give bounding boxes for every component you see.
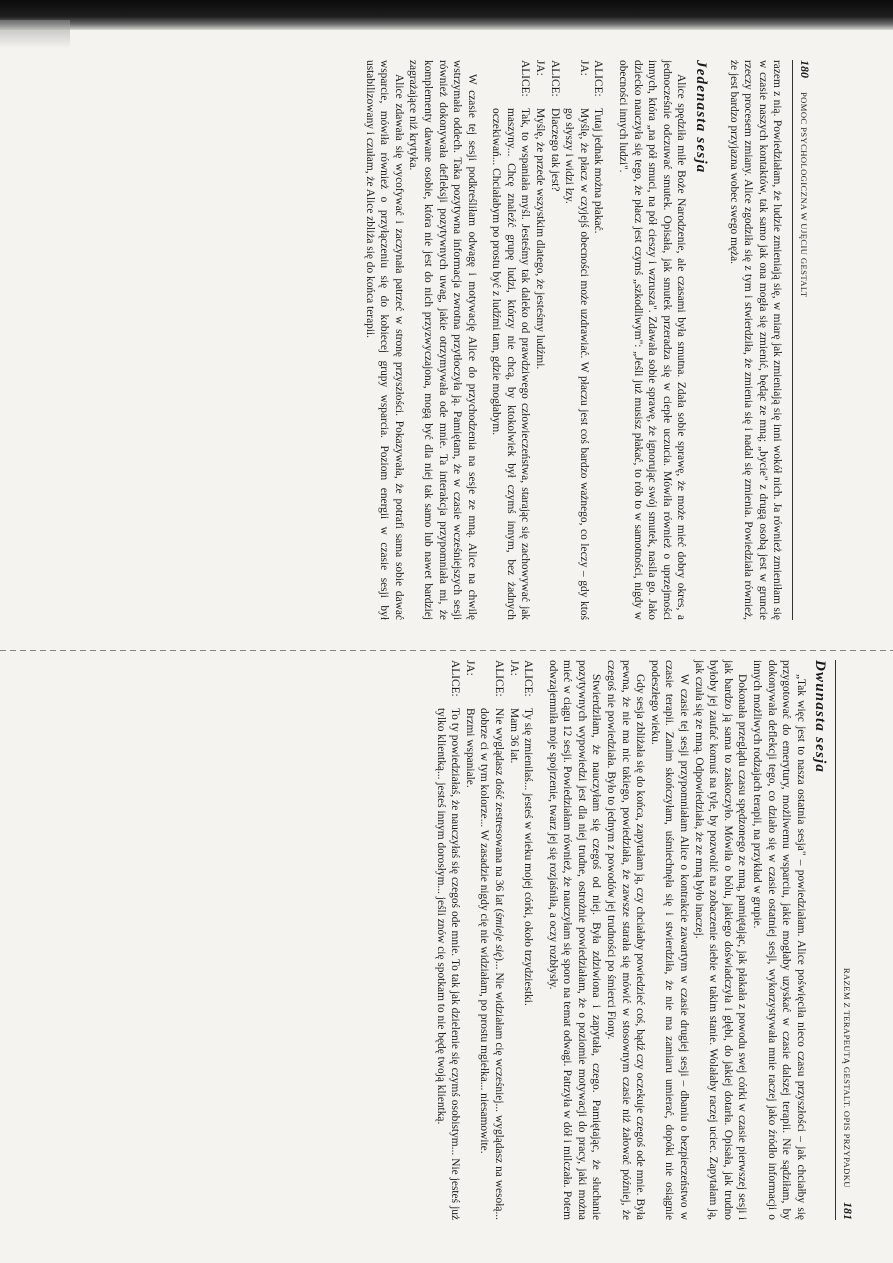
dialog-text: To ty powiedziałaś, że nauczyłaś się czegoś ode mnie. To tak jak dzielenie się czymś osobistym... Nie jesteś już tylko klientką... jesteś innym dorosłym... jeśli znów cię spotkam to nie będę twoją klientką.: [434, 708, 462, 1220]
dialog-line: [489, 60, 533, 620]
dialog-text: Myślę, że przede wszystkim dlatego, że jesteśmy ludźmi.: [534, 108, 547, 370]
dialog-line: [562, 60, 591, 620]
intro-paragraph: razem z nią. Powiedziałam, że ludzie zmieniają się, w miarę jak zmieniają się inni wokół nich. Ja również zmieniłam się w czasie naszych kontaktów, tak samo jak ona mogła się zmienić, będąc ze mną; „bycie" z drugą osobą jest w gruncie rzeczy procesem zmiany. Alice zgodziła się z tym i stwierdziła, że zmienia się i nadal się zmienia. Powiedziała również, że jest bardzo przyjazna wobec swego męża.: [727, 60, 784, 620]
dialog-text-part: Nie wyglądasz dość zestresowana na 36 lat (: [492, 708, 505, 913]
dialog-line: [477, 660, 506, 1220]
dialog-speaker: JA:: [534, 60, 547, 76]
dialog-line: [591, 60, 606, 620]
dialog-text: Ty się zmieniłaś... jesteś w wieku mojej córki, około trzydziestki.: [522, 708, 535, 1006]
dialog-line: [433, 660, 462, 1220]
dialog-text: Brzmi wspaniale.: [463, 708, 476, 788]
dialog-speaker: ALICE:: [522, 660, 535, 697]
page-180: [32, 60, 812, 620]
page-number: 181: [841, 1202, 855, 1220]
dialog-speaker: ALICE:: [492, 660, 505, 697]
stage-direction: śmieje się: [492, 912, 505, 958]
dialog-speaker: ALICE:: [548, 60, 561, 97]
dialog-line: [521, 660, 536, 1220]
dialog-speaker: JA:: [507, 660, 520, 676]
dialog-speaker: ALICE:: [592, 60, 605, 97]
body-paragraph: Dokonała przeglądu czasu spędzonego ze mną, pamiętając, jak płakała z powodu swej córki w czasie pierwszej sesji i jak bardzo ją sama to zaskoczyło. Mówiła o bólu, jakiego doświadczyła i głębi, do jakiej dotarła. Opisała, jak trudno byłoby jej zaufać komuś na tyle, by pozwolić na zobaczenie siebie w takim stanie. Wolałaby raczej uciec. Zapytałam ją, jak czuła się ze mną. Odpowiedziała, że ze mną było inaczej.: [692, 660, 749, 1220]
dialog-text: [477, 708, 506, 1220]
dialog-speaker: ALICE:: [519, 60, 532, 97]
dialog-text: Tak, to wspaniała myśl. Jesteśmy tak daleko od prawdziwego człowieczeństwa, starając się zachowywać jak maszyny... Chcę znaleźć grupę ludzi, którzy nie chcą, by ktokolwiek był czymś innym, bez żadnych oczekiwań... Chciałabym po prostu być z ludźmi tam, gdzie mogłabym.: [490, 108, 532, 620]
running-head-title: POMOC PSYCHOLOGICZNA W UJĘCIU GESTALT: [799, 92, 809, 298]
body-paragraph: Alice zdawała się wycofywać i zaczynała patrzeć w stronę przyszłości. Pokazywała, że potrafi sama sobie dawać wsparcie, mówiła również o przyłączeniu się do kobiecej grupy wsparcia. Poziom energii w czasie sesji był ustabilizowany i czułam, że Alice zbliża się do końca terapii.: [363, 60, 405, 620]
page-181: [75, 660, 855, 1220]
section-heading: Jedenasta sesja: [693, 60, 710, 174]
running-head: [835, 660, 855, 1220]
dialog-text: Tutaj jednak można płakać.: [592, 108, 605, 234]
dialog-text: Myślę, że płacz w czyjejś obecności może uzdrawiać. W płaczu jest coś bardzo ważnego, co leczy – gdy ktoś go słyszy i widzi łzy.: [563, 108, 590, 620]
scan-shadow: [0, 20, 70, 48]
running-head-title: RAZEM Z TERAPEUTĄ GESTALT. OPIS PRZYPADKU: [842, 967, 852, 1188]
running-head: [792, 60, 812, 620]
dialog-line: [506, 660, 521, 1220]
body-paragraph: W czasie tej sesji przypomniałam Alice o kontrakcie zawartym w czasie drugiej sesji – dbaniu o bezpieczeństwo w czasie terapii. Zanim skończyłam, uśmiechnęła się i stwierdziła, że nie ma zamiaru umierać, dopóki nie osiągnie podeszłego wieku.: [648, 660, 691, 1220]
dialog-text: Dlaczego tak jest?: [548, 108, 561, 192]
dialog-speaker: ALICE:: [449, 660, 462, 697]
body-paragraph: Gdy sesja zbliżała się do końca, zapytałam ją, czy chciałaby powiedzieć coś, bądź czy oczekuje czegoś ode mnie. Była pewna, że nie ma nic takiego, powiedziała, że zawsze starała się mówić w stosownym czasie niż żałować później, że czegoś nie powiedziała. Było to jednym z powodów jej trudności po śmierci Fiony.: [605, 660, 647, 1220]
dialog-text-part: )... Nie widziałam cię wcześniej... wyglądasz na wesołą... dobrze ci w tym kolorze... W zasadzie nigdy cię nie widziałam, po prostu mgiełka... niesamowite.: [478, 708, 505, 1221]
body-paragraph: „Tak więc jest to nasza ostatnia sesja" – powiedziałam. Alice poświęciła nieco czasu przyszłości – jak chciałby się przygotować do emerytury, możliwemu wsparciu, jakie mogłaby uzyskać w czasie dalszej terapii. Nie sądziłam, by dokonywała deflekcji tego, co działo się w czasie ostatniej sesji, wykorzystywała mnie raczej jako źródło informacji o innych możliwych rodzajach terapii, na przykład w grupie.: [751, 660, 807, 1220]
section-heading: Dwunasta sesja: [812, 660, 829, 774]
dialog-speaker: JA:: [463, 660, 476, 676]
dialog-text: Mam 36 lat.: [507, 708, 520, 764]
body-paragraph: W czasie tej sesji podkreśliłam odwagę i motywację Alice do przychodzenia na sesje ze mną. Alice na chwilę wstrzymała oddech. Taka pozytywna informacja zwrotna przytłoczyła ją. Pamiętam, że w czasie wcześniejszych sesji również dokonywała defleksji pozytywnych uwag, jakie otrzymywała ode mnie. Ta interakcja przypomniała mi, że komplementy dawane osobie, która nie jest do nich przyzwyczajona, mogą być dla niej tak samo lub nawet bardziej zagrażające niż krytyka.: [407, 60, 478, 620]
body-paragraph: Alice spędziła miłe Boże Narodzenie, ale czasami była smutna. Zdała sobie sprawę, że może mieć dobry okres, a jednocześnie odczuwać smutek. Opisała, jak smutek przeradza się w ciepłe uczucia. Mówiła również o uprzejmości innych, która „na pół smuci, na pół cieszy i wzrusza". Zdawała sobie sprawę, że ignorując swój smutek, nasila go. Jako dziecko nauczyła się tego, że płacz jest czymś „szkodliwym": „Jeśli już musisz płakać, to rób to w samotności, nigdy w obecności innych ludzi".: [617, 60, 688, 620]
scan-edge: [0, 0, 893, 30]
dialog-line: [547, 60, 562, 620]
book-spine: [0, 650, 893, 651]
body-paragraph: Stwierdziłam, że nauczyłam się czegoś od niej. Była zdziwiona i zapytała, czego. Pamiętając, że słuchanie pozytywnych wypowiedzi jest dla niej trudne, ostrożnie powiedziałam, że o poziomie motywacji do pracy, jaki można mieć w ciągu 12 sesji. Powiedziałam również, że nauczyłam się sporo na temat odwagi. Patrzyła w dół i milczała. Potem odwzajemniła moje spojrzenie, twarz jej się rozjaśniła, a oczy rozbłysły.: [546, 660, 603, 1220]
dialog-speaker: JA:: [577, 60, 590, 76]
dialog-line: [462, 660, 477, 1220]
page-number: 180: [798, 60, 812, 78]
dialog-line: [533, 60, 548, 620]
